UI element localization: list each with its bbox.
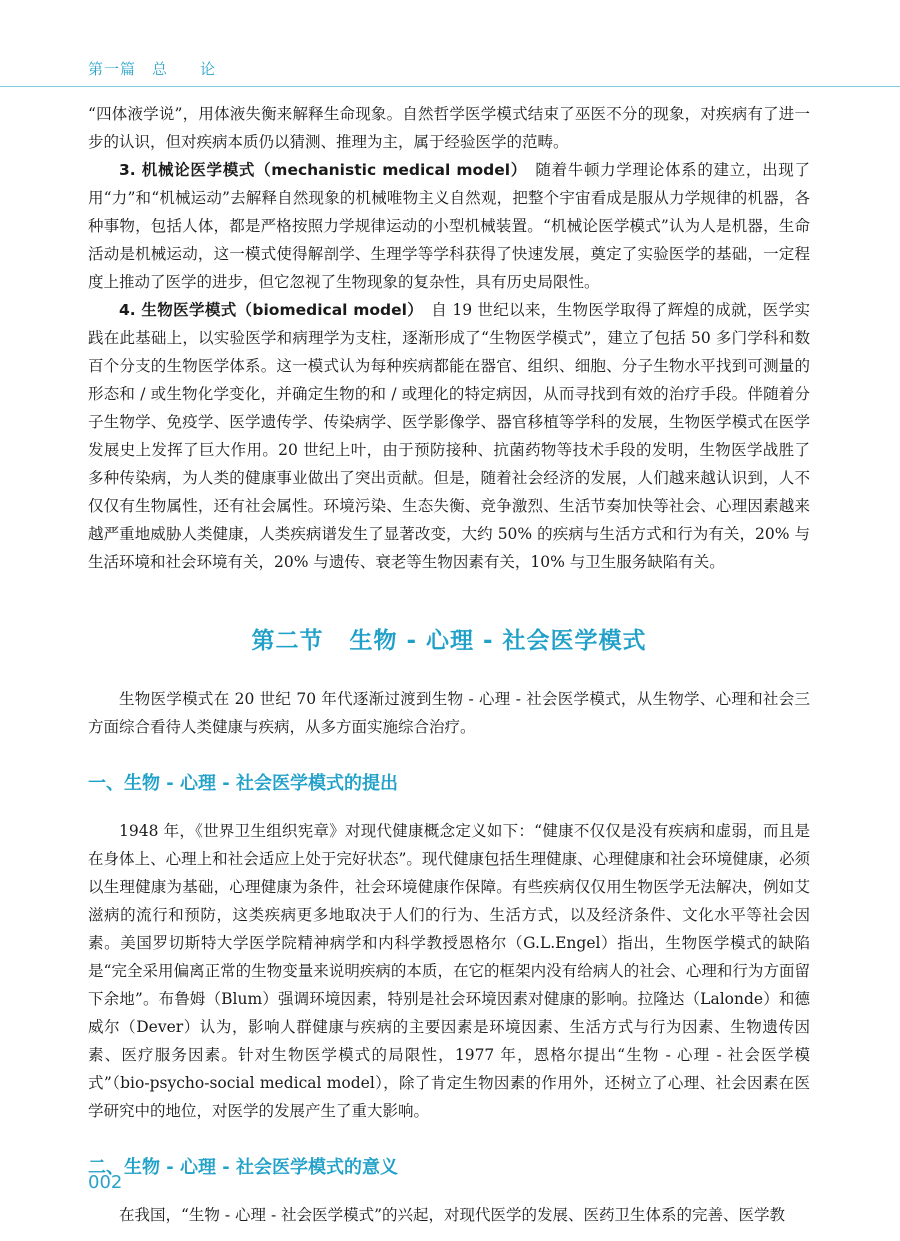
page-body (88, 100, 810, 1229)
section-number: 第二节 (251, 628, 324, 654)
biomedical-model-text: 自 19 世纪以来，生物医学取得了辉煌的成就，医学实践在此基础上，以实验医学和病理学为支柱，逐渐形成了“生物医学模式”，建立了包括 50 多门学科和数百个分支的生物医学体系。这一模式认为每种疾病都能在器官、组织、细胞、分子生物水平找到可测量的形态和 / 或生物化学变化，并确定生物的和 / 或理化的特定病因，从而寻找到有效的治疗手段。伴随着分子生物学、免疫学、医学遗传学、传染病学、医学影像学、器官移植等学科的发展，生物医学模式在医学发展史上发挥了巨大作用。20 世纪上叶，由于预防接种、抗菌药物等技术手段的发明，生物医学战胜了多种传染病，为人类的健康事业做出了突出贡献。但是，随着社会经济的发展，人们越来越认识到，人不仅仅有生物属性，还有社会属性。环境污染、生态失衡、竞争激烈、生活节奏加快等社会、心理因素越来越严重地威胁人类健康，人类疾病谱发生了显著改变，大约 50% 的疾病与生活方式和行为有关，20% 与生活环境和社会环境有关，20% 与遗传、衰老等生物因素有关，10% 与卫生服务缺陷有关。 (88, 301, 810, 571)
subsection-heading-significance: 二、生物 - 心理 - 社会医学模式的意义 (88, 1157, 399, 1178)
biomedical-model-heading: 4. 生物医学模式（biomedical model） (119, 301, 416, 319)
subsection-heading-origin: 一、生物 - 心理 - 社会医学模式的提出 (88, 773, 399, 794)
mechanistic-model-text: 随着牛顿力学理论体系的建立，出现了用“力”和“机械运动”去解释自然现象的机械唯物主义自然观，把整个宇宙看成是服从力学规律的机器，各种事物，包括人体，都是严格按照力学规律运动的小型机械装置。“机械论医学模式”认为人是机器，生命活动是机械运动，这一模式使得解剖学、生理学等学科获得了快速发展，奠定了实验医学的基础，一定程度上推动了医学的进步，但它忽视了生物现象的复杂性，具有历史局限性。 (88, 161, 810, 291)
mechanistic-model-heading: 3. 机械论医学模式（mechanistic medical model） (119, 161, 520, 179)
header-divider (0, 86, 900, 87)
paragraph-origin: 1948 年，《世界卫生组织宪章》对现代健康概念定义如下：“健康不仅仅是没有疾病和虚弱，而且是在身体上、心理上和社会适应上处于完好状态”。现代健康包括生理健康、心理健康和社会环境健康，必须以生理健康为基础，心理健康为条件，社会环境健康作保障。有些疾病仅仅用生物医学无法解决，例如艾滋病的流行和预防，这类疾病更多地取决于人们的行为、生活方式，以及经济条件、文化水平等社会因素。美国罗切斯特大学医学院精神病学和内科学教授恩格尔（G.L.Engel）指出，生物医学模式的缺陷是“完全采用偏离正常的生物变量来说明疾病的本质，在它的框架内没有给病人的社会、心理和行为方面留下余地”。布鲁姆（Blum）强调环境因素，特别是社会环境因素对健康的影响。拉隆达（Lalonde）和德威尔（Dever）认为，影响人群健康与疾病的主要因素是环境因素、生活方式与行为因素、生物遗传因素、医疗服务因素。针对生物医学模式的局限性，1977 年，恩格尔提出“生物 - 心理 - 社会医学模式”（bio-psycho-social medical model），除了肯定生物因素的作用外，还树立了心理、社会因素在医学研究中的地位，对医学的发展产生了重大影响。 (88, 822, 810, 1120)
running-header: 第一篇 总 论 (88, 60, 217, 78)
paragraph-humoral: “四体液学说”，用体液失衡来解释生命现象。自然哲学医学模式结束了巫医不分的现象，对疾病有了进一步的认识，但对疾病本质仍以猜测、推理为主，属于经验医学的范畴。 (88, 105, 810, 151)
paragraph-significance: 在我国，“生物 - 心理 - 社会医学模式”的兴起，对现代医学的发展、医药卫生体系的完善、医学教 (119, 1206, 786, 1224)
paragraph-biomedical (88, 296, 810, 576)
page-number: 002 (88, 1172, 123, 1193)
paragraph-mechanistic (88, 156, 810, 296)
paragraph-section-intro: 生物医学模式在 20 世纪 70 年代逐渐过渡到生物 - 心理 - 社会医学模式，从生物学、心理和社会三方面综合看待人类健康与疾病，从多方面实施综合治疗。 (88, 690, 810, 736)
section-title: 生物 - 心理 - 社会医学模式 (349, 628, 647, 654)
section-heading (88, 622, 810, 655)
